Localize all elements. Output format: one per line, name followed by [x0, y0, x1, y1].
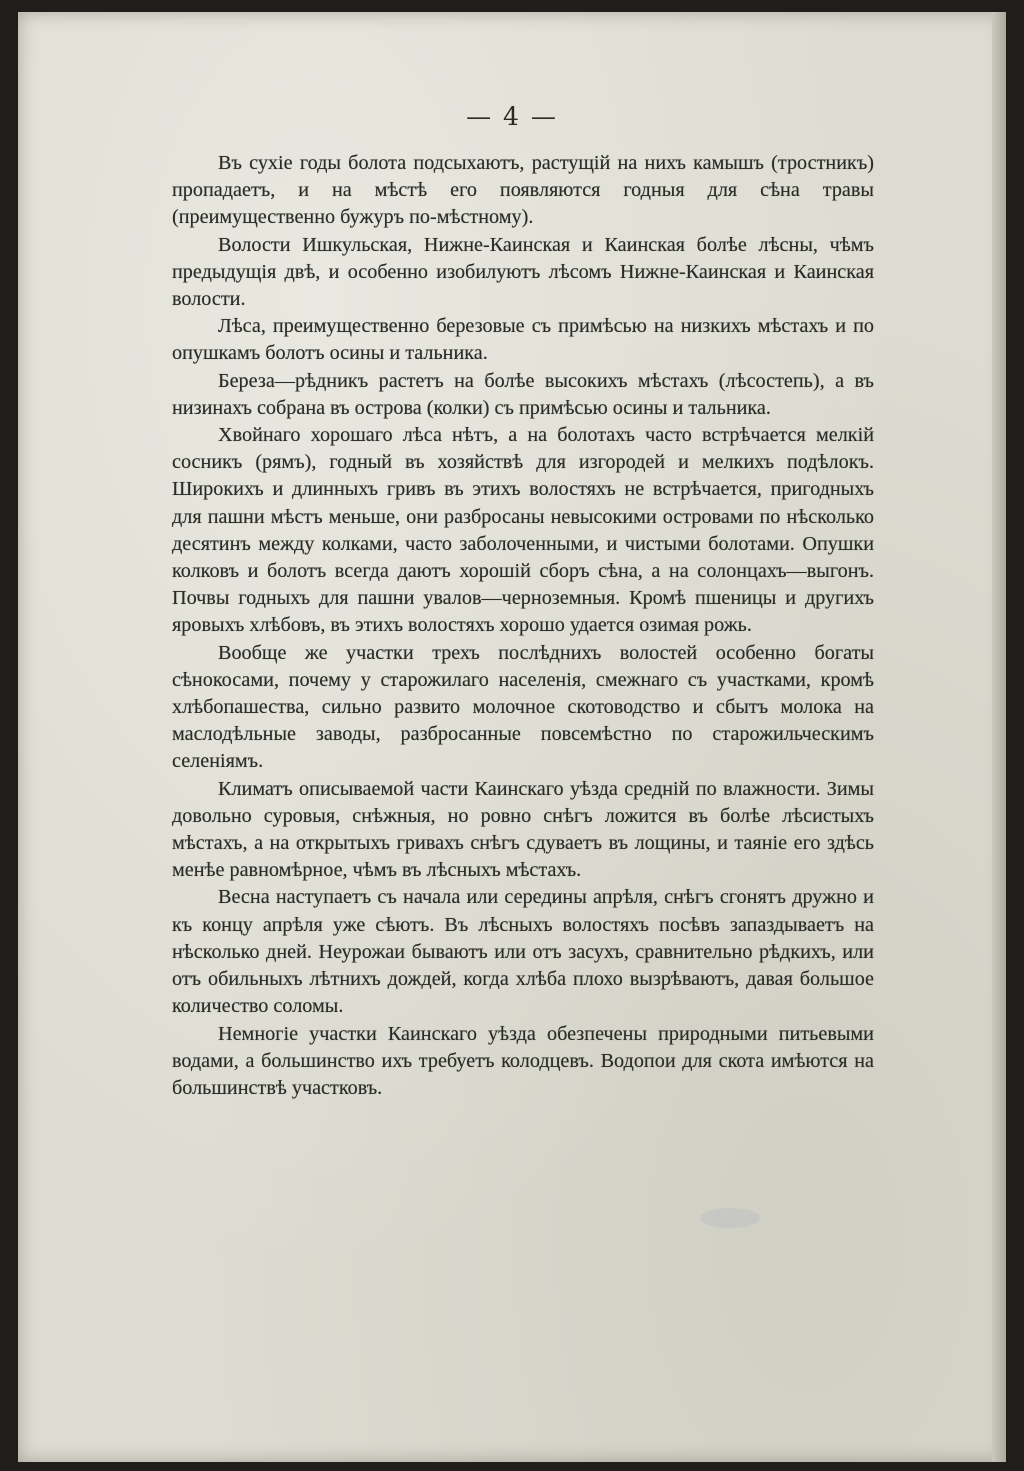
- paragraph: Вообще же участки трехъ послѣднихъ волостей особенно богаты сѣнокосами, почему у старожилаго населенія, смежнаго съ участками, кромѣ хлѣбопашества, сильно развито молочное скотоводство и сбытъ молока на маслодѣльные заводы, разбросанные повсемѣстно по старожильческимъ селеніямъ.: [172, 641, 874, 773]
- paragraph: Немногіе участки Каинскаго уѣзда обезпечены природными питьевыми водами, а большинство ихъ требуетъ колодцевъ. Водопои для скота имѣются на большинствѣ участковъ.: [172, 1022, 874, 1099]
- paragraph: Въ сухіе годы болота подсыхаютъ, растущій на нихъ камышъ (тростникъ) пропадаетъ, и на мѣстѣ его появляются годныя для сѣна травы (преимущественно бужуръ по-мѣстному).: [172, 152, 874, 229]
- page-edge: [992, 12, 1006, 1462]
- paragraph: Береза—рѣдникъ растетъ на болѣе высокихъ мѣстахъ (лѣсостепь), а въ низинахъ собрана въ острова (колки) съ примѣсью осины и тальника.: [172, 369, 874, 419]
- paragraph: Климатъ описываемой части Каинскаго уѣзда средній по влажности. Зимы довольно суровыя, снѣжныя, но ровно снѣгъ ложится въ болѣе лѣсистыхъ мѣстахъ, а на открытыхъ гривахъ снѣгъ сдуваетъ въ лощины, и таяніе его здѣсь менѣе равномѣрное, чѣмъ въ лѣсныхъ мѣстахъ.: [172, 777, 874, 882]
- paragraph: Волости Ишкульская, Нижне-Каинская и Каинская болѣе лѣсны, чѣмъ предыдущія двѣ, и особенно изобилуютъ лѣсомъ Нижне-Каинская и Каинская волости.: [172, 233, 874, 311]
- paragraph: Весна наступаетъ съ начала или середины апрѣля, снѣгъ сгонятъ дружно и къ концу апрѣля уже сѣютъ. Въ лѣсныхъ волостяхъ посѣвъ запаздываетъ на нѣсколько дней. Неурожаи бываютъ или отъ засухъ, сравнительно рѣдкихъ, или отъ обильныхъ лѣтнихъ дождей, когда хлѣба плохо вызрѣваютъ, давая большое количество соломы.: [172, 886, 874, 1018]
- body-text: [172, 150, 874, 1102]
- paragraph: Лѣса, преимущественно березовые съ примѣсью на низкихъ мѣстахъ и по опушкамъ болотъ осины и тальника.: [172, 315, 874, 365]
- page-number: — 4 —: [466, 102, 558, 131]
- ink-stain: [700, 1208, 760, 1228]
- paragraph: Хвойнаго хорошаго лѣса нѣтъ, а на болотахъ часто встрѣчается мелкій сосникъ (рямъ), годный въ хозяйствѣ для изгородей и мелкихъ подѣлокъ. Широкихъ и длинныхъ гривъ въ этихъ волостяхъ не встрѣчается, пригодныхъ для пашни мѣстъ меньше, они разбросаны невысокими островами по нѣсколько десятинъ между колками, часто заболоченными, и чистыми болотами. Опушки колковъ и болотъ всегда даютъ хорошій сборъ сѣна, а на солонцахъ—выгонъ. Почвы годныхъ для пашни увалов—черноземныя. Кромѣ пшеницы и другихъ яровыхъ хлѣбовъ, въ этихъ волостяхъ хорошо удается озимая рожь.: [172, 424, 874, 637]
